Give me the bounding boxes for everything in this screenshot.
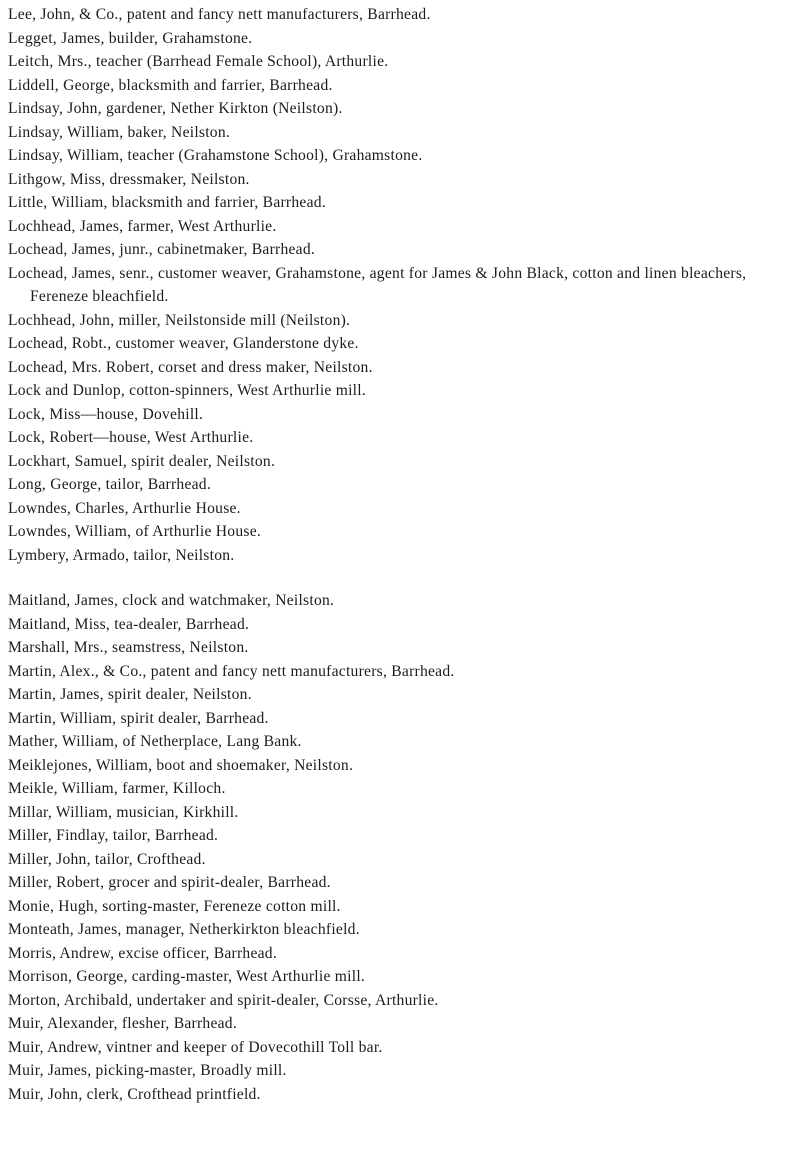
directory-entry: Little, William, blacksmith and farrier, Barrhead. <box>8 194 326 211</box>
directory-entry: Morrison, George, carding-master, West Arthurlie mill. <box>8 968 366 985</box>
directory-entry: Miller, Findlay, tailor, Barrhead. <box>8 827 219 844</box>
directory-entry: Lymbery, Armado, tailor, Neilston. <box>8 546 235 564</box>
directory-entry: Lochead, Robt., customer weaver, Glanderstone dyke. <box>8 335 359 352</box>
directory-entry: Lochhead, James, farmer, West Arthurlie. <box>8 217 277 235</box>
directory-entry: Lock, Robert—house, West Arthurlie. <box>8 429 254 446</box>
directory-entry: Leitch, Mrs., teacher (Barrhead Female School), Arthurlie. <box>8 53 389 70</box>
directory-entry: Lochhead, John, miller, Neilstonside mill (Neilston). <box>8 311 351 329</box>
directory-entry: Legget, James, builder, Grahamstone. <box>8 29 253 47</box>
directory-entry: Mather, William, of Netherplace, Lang Bank. <box>8 733 302 750</box>
directory-entry: Martin, William, spirit dealer, Barrhead. <box>8 709 269 727</box>
directory-entry: Lochead, Mrs. Robert, corset and dress maker, Neilston. <box>8 358 373 376</box>
directory-entry: Martin, James, spirit dealer, Neilston. <box>8 686 252 703</box>
directory-entry: Morris, Andrew, excise officer, Barrhead. <box>8 944 277 962</box>
directory-entry: Lockhart, Samuel, spirit dealer, Neilston. <box>8 452 276 470</box>
directory-entry: Muir, James, picking-master, Broadly mill. <box>8 1062 287 1079</box>
directory-entry: Maitland, James, clock and watchmaker, Neilston. <box>8 592 335 609</box>
directory-entry: Meikle, William, farmer, Killoch. <box>8 780 226 797</box>
directory-entry: Lee, John, & Co., patent and fancy nett manufacturers, Barrhead. <box>8 6 431 23</box>
directory-entry: Monie, Hugh, sorting-master, Fereneze cotton mill. <box>8 897 341 915</box>
directory-entry: Lochead, James, junr., cabinetmaker, Barrhead. <box>8 241 316 258</box>
directory-entry: Millar, William, musician, Kirkhill. <box>8 803 239 821</box>
directory-section-m <box>8 589 791 1106</box>
directory-entry: Maitland, Miss, tea-dealer, Barrhead. <box>8 615 250 633</box>
directory-entry: Lochead, James, senr., customer weaver, Grahamstone, agent for James & John Black, cotton and linen bleachers, Fereneze bleachfield. <box>8 264 747 305</box>
directory-entry: Liddell, George, blacksmith and farrier, Barrhead. <box>8 76 333 94</box>
directory-entry: Muir, Andrew, vintner and keeper of Dovecothill Toll bar. <box>8 1038 383 1056</box>
directory-entry: Miller, John, tailor, Crofthead. <box>8 850 206 868</box>
directory-entry: Lock, Miss—house, Dovehill. <box>8 405 204 423</box>
directory-entry: Lindsay, William, teacher (Grahamstone School), Grahamstone. <box>8 147 423 164</box>
directory-entry: Lindsay, William, baker, Neilston. <box>8 123 231 141</box>
directory-entry: Miller, Robert, grocer and spirit-dealer, Barrhead. <box>8 874 331 891</box>
directory-entry: Muir, Alexander, flesher, Barrhead. <box>8 1015 238 1032</box>
directory-entry: Lock and Dunlop, cotton-spinners, West Arthurlie mill. <box>8 382 367 399</box>
directory-entry: Lindsay, John, gardener, Nether Kirkton (Neilston). <box>8 100 343 117</box>
directory-entry: Monteath, James, manager, Netherkirkton bleachfield. <box>8 921 360 938</box>
directory-section-l <box>8 3 791 567</box>
directory-entry: Meiklejones, William, boot and shoemaker, Neilston. <box>8 756 354 774</box>
directory-entry: Long, George, tailor, Barrhead. <box>8 476 211 493</box>
directory-entry: Lowndes, William, of Arthurlie House. <box>8 523 262 540</box>
directory-entry: Marshall, Mrs., seamstress, Neilston. <box>8 639 249 656</box>
directory-entry: Martin, Alex., & Co., patent and fancy nett manufacturers, Barrhead. <box>8 662 455 680</box>
directory-entry: Muir, John, clerk, Crofthead printfield. <box>8 1085 261 1103</box>
directory-entry: Lithgow, Miss, dressmaker, Neilston. <box>8 170 250 188</box>
directory-entry: Lowndes, Charles, Arthurlie House. <box>8 499 241 517</box>
directory-entry: Morton, Archibald, undertaker and spirit-dealer, Corsse, Arthurlie. <box>8 991 439 1009</box>
